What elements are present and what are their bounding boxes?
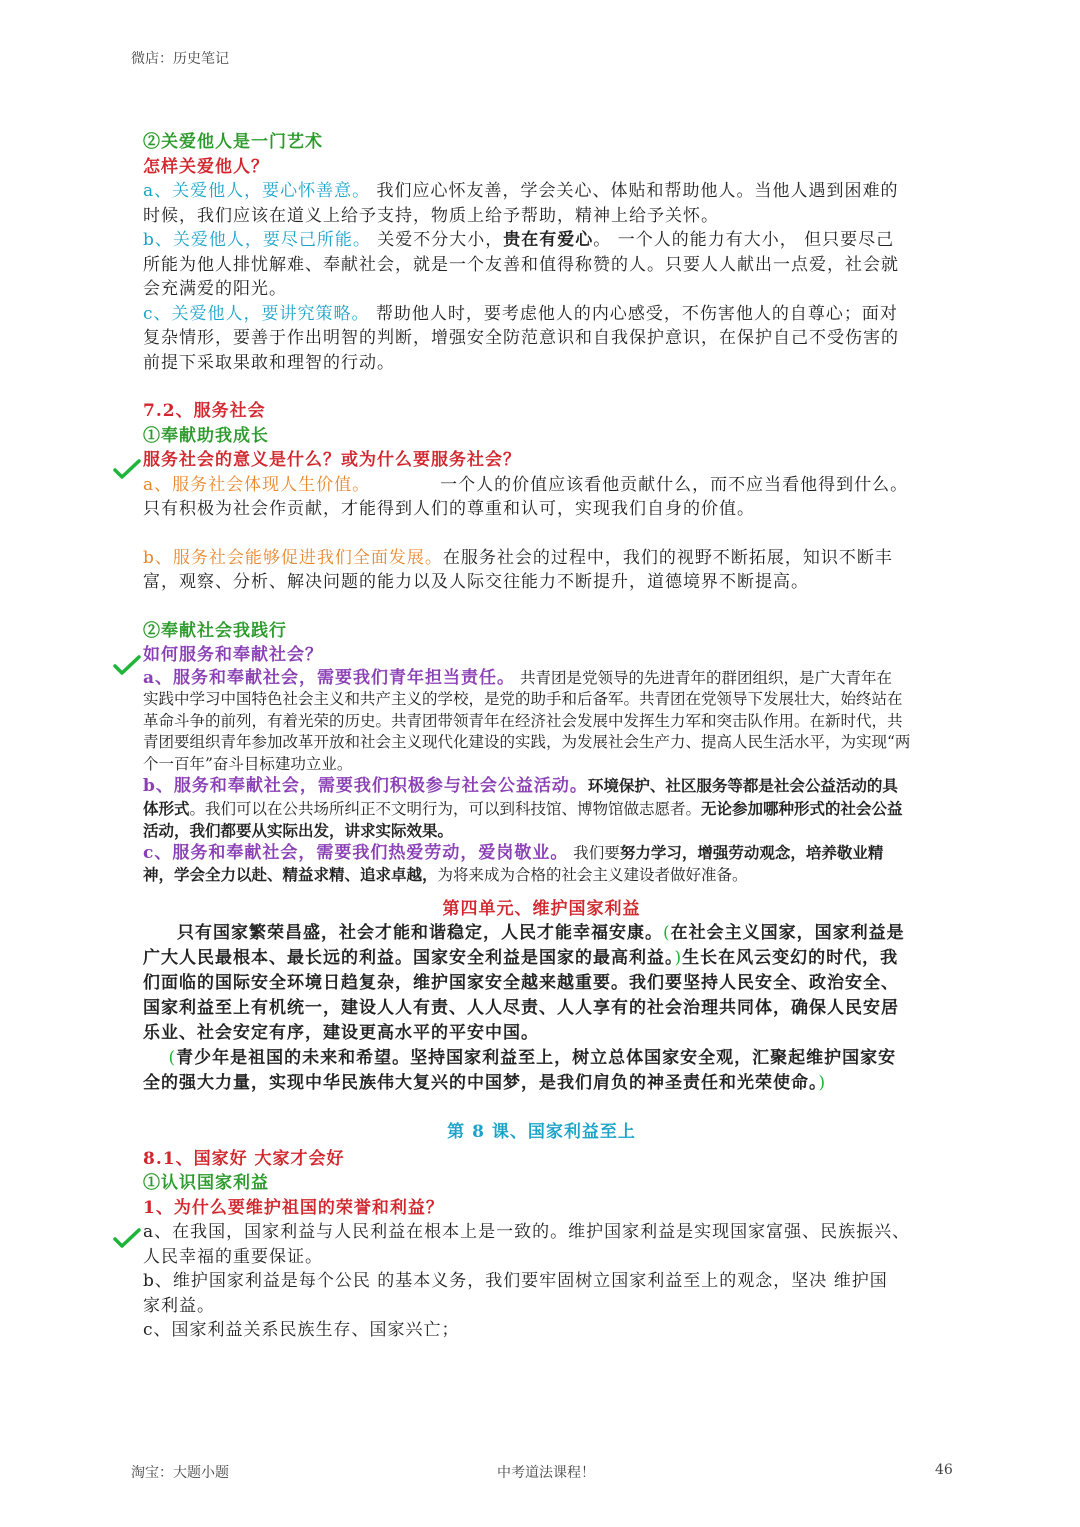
point-label: c、服务和奉献社会，需要我们热爱劳动，爱岗敬业。 bbox=[143, 842, 569, 863]
point-text: 努力学习，增强劳动观念，培养敬业精 bbox=[619, 842, 884, 862]
point-text: 帮助他人时，要考虑他人的内心感受，不伤害他人的自尊心；面对 bbox=[375, 303, 898, 324]
intro-text: 们面临的国际安全环境日趋复杂，维护国家安全越来越重要。我们要坚持人民安全、政治安全、 bbox=[143, 973, 899, 993]
point-label: a、服务社会体现人生价值。 bbox=[143, 474, 371, 495]
point-text: 所能为他人排忧解难、奉献社会，就是一个友善和值得称赞的人。只要人人献出一点爱，社会就 bbox=[143, 254, 899, 275]
lesson-title: 第 8 课、国家利益至上 bbox=[447, 1122, 636, 1142]
subsection-heading: ①奉献助我成长 bbox=[143, 425, 269, 446]
point-text: a、在我国，国家利益与人民利益在根本上是一致的。维护国家利益是实现国家富强、民族振兴、 bbox=[143, 1222, 911, 1242]
point-c bbox=[143, 842, 940, 865]
point-label: b、关爱他人，要尽己所能。 bbox=[143, 230, 371, 250]
checkmark-icon bbox=[112, 654, 142, 678]
point-text: 。 一个人的能力有大小， 但只要尽己 bbox=[593, 230, 895, 250]
intro-text: 青少年是祖国的未来和希望。坚持国家利益至上，树立总体国家安全观，汇聚起维护国家安 bbox=[176, 1048, 897, 1068]
point-text: 在服务社会的过程中，我们的视野不断拓展，知识不断丰 bbox=[442, 547, 893, 568]
point-label: a、服务和奉献社会，需要我们青年担当责任。 bbox=[143, 667, 516, 688]
page-content bbox=[143, 130, 940, 1343]
unit-intro-line bbox=[143, 946, 940, 971]
point-text: 时候，我们应该在道义上给予支持，物质上给予帮助，精神上给予关怀。 bbox=[143, 205, 719, 226]
point-text: c、国家利益关系民族生存、国家兴亡； bbox=[143, 1320, 460, 1340]
point-text: 体形式 bbox=[143, 798, 190, 818]
intro-text: 在社会主义国家，国家利益是 bbox=[670, 923, 905, 943]
point-text: 家利益。 bbox=[143, 1295, 215, 1316]
point-text: b、维护国家利益是每个公民 的基本义务，我们要牢固树立国家利益至上的观念，坚决 维护国 bbox=[143, 1271, 888, 1291]
point-label: c、关爱他人，要讲究策略。 bbox=[143, 303, 370, 324]
question: 1、为什么要维护祖国的荣誉和利益？ bbox=[143, 1197, 444, 1218]
bracket-open: ( bbox=[663, 923, 671, 943]
point-a bbox=[143, 668, 940, 690]
bracket-close: ) bbox=[674, 948, 683, 968]
footer-left: 淘宝：大题小题 bbox=[131, 1465, 229, 1481]
point-text: 富，观察、分析、解决问题的能力以及人际交往能力不断提升，道德境界不断提高。 bbox=[143, 572, 809, 592]
point-text: 青团要组织青年参加改革开放和社会主义现代化建设的实践，为发展社会生产力、提高人民生活水平，为实现“两 bbox=[143, 733, 911, 751]
point-c bbox=[143, 302, 940, 327]
point-b bbox=[143, 775, 940, 798]
point-text: 我们要 bbox=[573, 843, 620, 862]
intro-text: 全的强大力量，实现中华民族伟大复兴的中国梦，是我们肩负的神圣责任和光荣使命。 bbox=[143, 1073, 819, 1093]
point-b bbox=[143, 546, 940, 571]
checkmark-icon bbox=[112, 1227, 142, 1251]
point-text: 活动，我们都要从实际出发，讲求实际效果。 bbox=[143, 821, 454, 840]
bracket-open: ( bbox=[168, 1048, 177, 1068]
section-heading: 7.2、服务社会 bbox=[143, 401, 266, 421]
point-text-row bbox=[143, 798, 940, 821]
point-b bbox=[143, 228, 940, 253]
point-a bbox=[143, 473, 940, 498]
question: 服务社会的意义是什么？或为什么要服务社会？ bbox=[143, 450, 521, 470]
intro-text: 广大人民最根本、最长远的利益。国家安全利益是国家的最高利益。 bbox=[143, 948, 675, 968]
page-header: 微店：历史笔记 bbox=[131, 51, 229, 67]
unit-intro-line bbox=[143, 1071, 940, 1096]
section-heading: 8.1、国家好 大家才会好 bbox=[143, 1148, 345, 1169]
point-label: b、服务和奉献社会，需要我们积极参与社会公益活动。 bbox=[143, 776, 588, 796]
page-number: 46 bbox=[935, 1462, 953, 1478]
point-text: 人民幸福的重要保证。 bbox=[143, 1246, 323, 1267]
point-text: 关爱不分大小， bbox=[377, 230, 504, 250]
point-text: 前提下采取果敢和理智的行动。 bbox=[143, 352, 395, 373]
question: 怎样关爱他人？ bbox=[143, 156, 269, 177]
point-text: 一个人的价值应该看他贡献什么，而不应当看他得到什么。 bbox=[440, 474, 909, 495]
point-text: 革命斗争的前列，有着光荣的历史。共青团带领青年在经济社会发展中发挥生力军和突击队作用。在新时代，共 bbox=[143, 711, 903, 730]
intro-text: 国家利益至上有机统一，建设人人有责、人人尽责、人人享有的社会治理共同体，确保人民安居 bbox=[143, 998, 899, 1018]
subsection-heading: ①认识国家利益 bbox=[143, 1173, 269, 1193]
point-text: 共青团是党领导的先进青年的群团组织，是广大青年在 bbox=[519, 668, 892, 687]
point-text: 无论参加哪种形式的社会公益 bbox=[701, 798, 903, 818]
intro-text: 乐业、社会安定有序，建设更高水平的平安中国。 bbox=[143, 1023, 539, 1043]
point-text: 神，学会全力以赴、精益求精、追求卓越， bbox=[143, 865, 438, 884]
subsection-heading: ②奉献社会我践行 bbox=[143, 620, 287, 641]
point-text: 复杂情形，要善于作出明智的判断，增强安全防范意识和自我保护意识，在保护自己不受伤害的 bbox=[143, 328, 899, 348]
point-label: b、服务社会能够促进我们全面发展。 bbox=[143, 547, 443, 568]
point-text: 实践中学习中国特色社会主义和共产主义的学校，是党的助手和后备军。共青团在党领导下发展壮大，始终站在 bbox=[143, 690, 903, 708]
point-text: 我们应心怀友善，学会关心、体贴和帮助他人。当他人遇到困难的 bbox=[376, 181, 899, 201]
point-text-row bbox=[143, 864, 940, 887]
checkmark-icon bbox=[112, 458, 142, 482]
point-text: 会充满爱的阳光。 bbox=[143, 279, 287, 299]
bracket-close: ) bbox=[818, 1073, 827, 1093]
point-text: 个一百年”奋斗目标建功立业。 bbox=[143, 754, 353, 773]
section-heading: ②关爱他人是一门艺术 bbox=[143, 132, 323, 152]
footer-center: 中考道法课程！ bbox=[497, 1465, 595, 1481]
unit-intro-line bbox=[143, 921, 940, 946]
key-phrase: 贵在有爱心 bbox=[503, 230, 594, 250]
intro-text: 只有国家繁荣昌盛，社会才能和谐稳定，人民才能幸福安康。 bbox=[177, 923, 663, 943]
point-text: 环境保护、社区服务等都是社会公益活动的具 bbox=[587, 776, 898, 795]
intro-text: 生长在风云变幻的时代，我 bbox=[682, 948, 899, 968]
question: 如何服务和奉献社会？ bbox=[143, 645, 323, 665]
point-a bbox=[143, 179, 940, 204]
point-text: 为将来成为合格的社会主义建设者做好准备。 bbox=[437, 866, 748, 884]
point-label: a、关爱他人，要心怀善意。 bbox=[143, 181, 371, 201]
point-text: 只有积极为社会作贡献，才能得到人们的尊重和认可，实现我们自身的价值。 bbox=[143, 499, 755, 519]
unit-title: 第四单元、维护国家利益 bbox=[442, 898, 641, 919]
point-text: 。我们可以在公共场所纠正不文明行为，可以到科技馆、博物馆做志愿者。 bbox=[189, 799, 702, 818]
unit-intro-line bbox=[143, 1046, 940, 1071]
